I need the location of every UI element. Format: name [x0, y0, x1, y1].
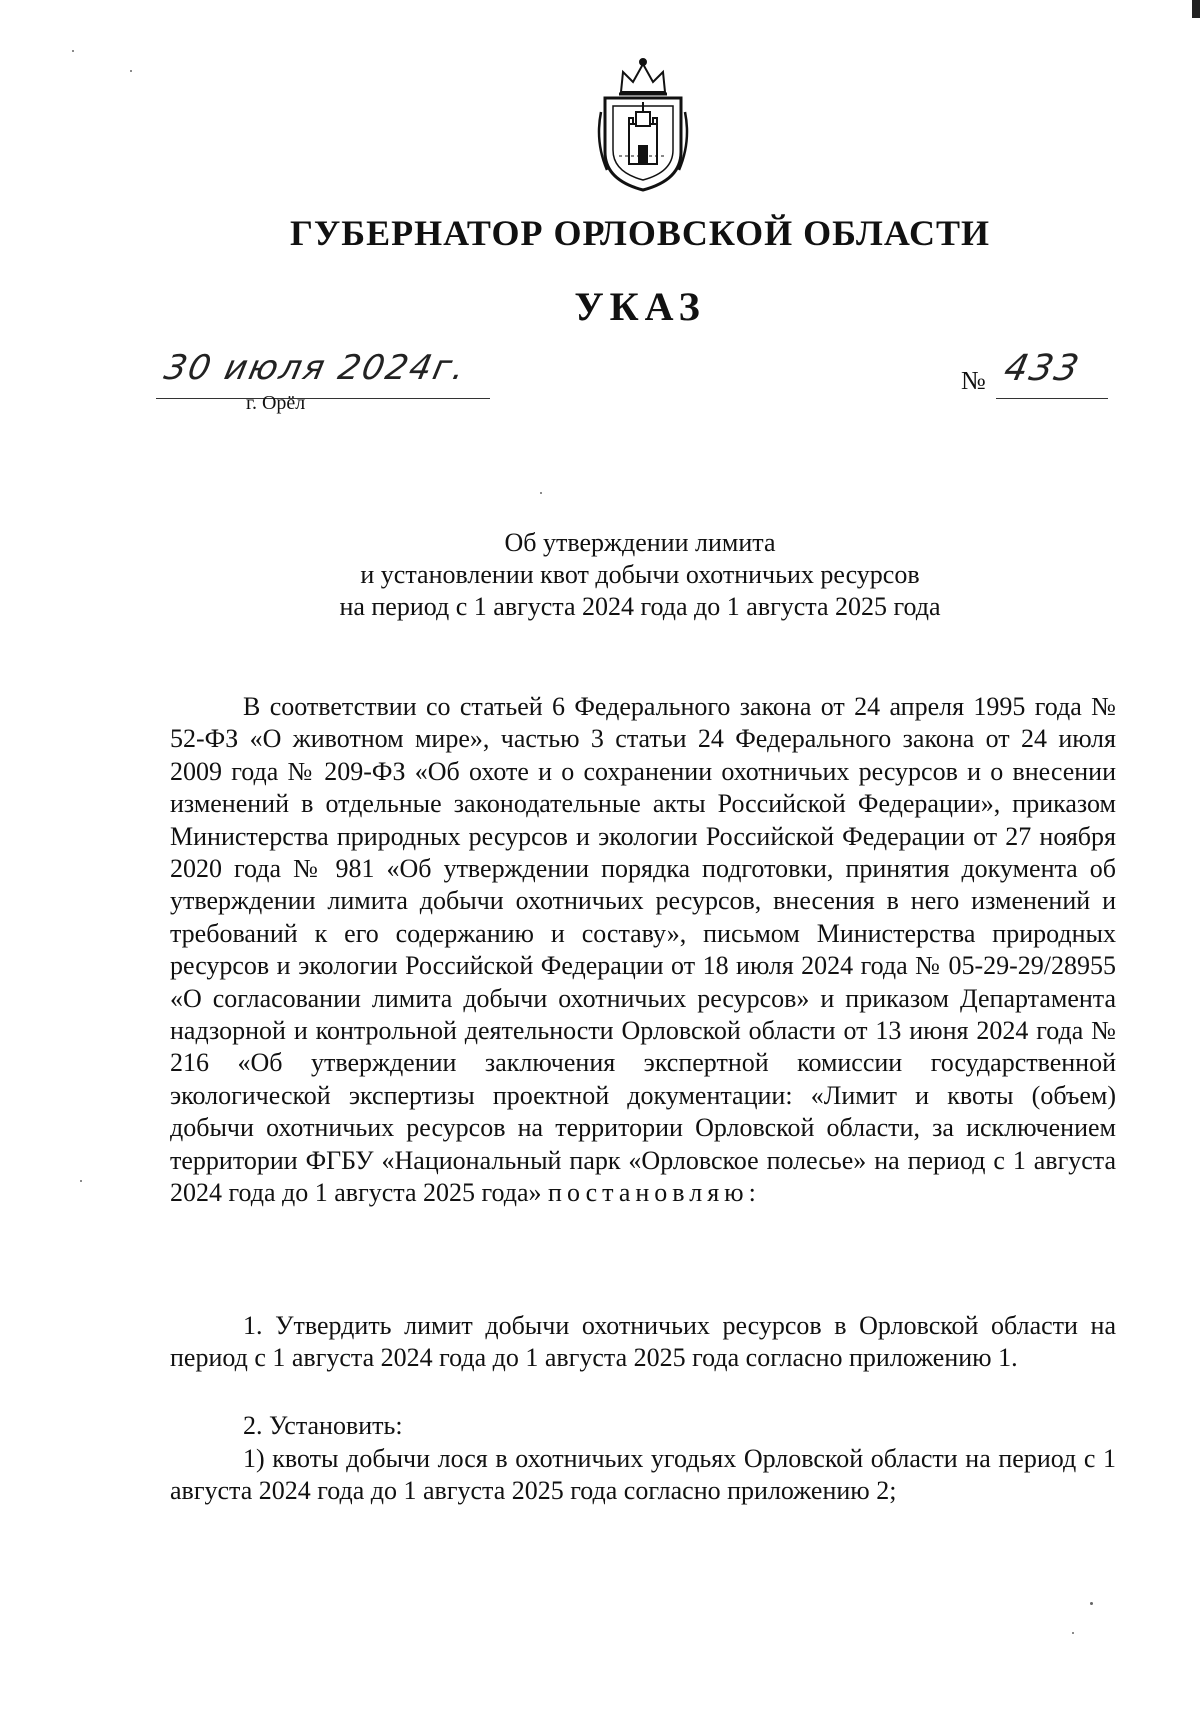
item-1-text: 1. Утвердить лимит добычи охотничьих ресурсов в Орловской области на период с 1 августа 2024 года до 1 августа 2025 года согласно приложению 1. [170, 1311, 1116, 1373]
resolve-word: постановляю: [548, 1178, 761, 1208]
title-line-2: и установлении квот добычи охотничьих ресурсов [360, 560, 920, 589]
scan-speck [540, 492, 542, 494]
document-type: УКАЗ [574, 284, 706, 329]
item-2-text: 2. Установить: [243, 1411, 403, 1440]
item-2-1-text: 1) квоты добычи лося в охотничьих угодьях Орловской области на период с 1 августа 2024 года до 1 августа 2025 года согласно приложению 2; [170, 1444, 1116, 1506]
scan-speck [130, 70, 132, 72]
title-line-1: Об утверждении лимита [504, 528, 776, 557]
preamble-text: В соответствии со статьей 6 Федерального закона от 24 апреля 1995 года № 52-ФЗ «О животном мире», частью 3 статьи 24 Федерального закона от 24 июля 2009 года № 209-ФЗ «Об охоте и о сохранении охотничьих ресурсов и о внесении изменений в отдельные законодательные акты Российской Федерации», приказом Министерства природных ресурсов и экологии Российской Федерации от 27 ноября 2020 года № 981 «Об утверждении порядка подготовки, принятия документа об утверждении лимита добычи охотничьих ресурсов, внесения в него изменений и требований к его содержанию и составу», письмом Министерства природных ресурсов и экологии Российской Федерации от 18 июля 2024 года № 05-29-29/28955 «О согласовании лимита добычи охотничьих ресурсов» и приказом Департамента надзорной и контрольной деятельности Орловской области от 13 июня 2024 года № 216 «Об утверждении заключения экспертной комиссии государственной экологической экспертизы проектной документации: «Лимит и квоты (объем) добычи охотничьих ресурсов на территории Орловской области, за исключением территории ФГБУ «Национальный парк «Орловское полесье» на период с 1 августа 2024 года до 1 августа 2025 года» [170, 692, 1116, 1208]
city-label: г. Орёл [246, 392, 306, 414]
document-title [0, 527, 1200, 623]
issuing-authority: ГУБЕРНАТОР ОРЛОВСКОЙ ОБЛАСТИ [289, 213, 991, 253]
scan-speck [1090, 1602, 1093, 1605]
scan-speck [1072, 1632, 1074, 1634]
item-2-1-paragraph [170, 1443, 1116, 1508]
title-line-3: на период с 1 августа 2024 года до 1 августа 2025 года [339, 592, 941, 621]
scan-speck [80, 1180, 82, 1182]
orel-oblast-coat-of-arms-icon [593, 52, 693, 192]
scan-edge-mark [1192, 0, 1200, 18]
item-2-paragraph [170, 1410, 1116, 1442]
handwritten-date: 30 июля 2024г. [160, 348, 471, 388]
number-sign: № [961, 366, 986, 395]
preamble-paragraph [170, 691, 1116, 1210]
scan-speck [72, 50, 74, 52]
handwritten-document-number: 433 [1000, 348, 1085, 389]
item-1-paragraph [170, 1310, 1116, 1375]
